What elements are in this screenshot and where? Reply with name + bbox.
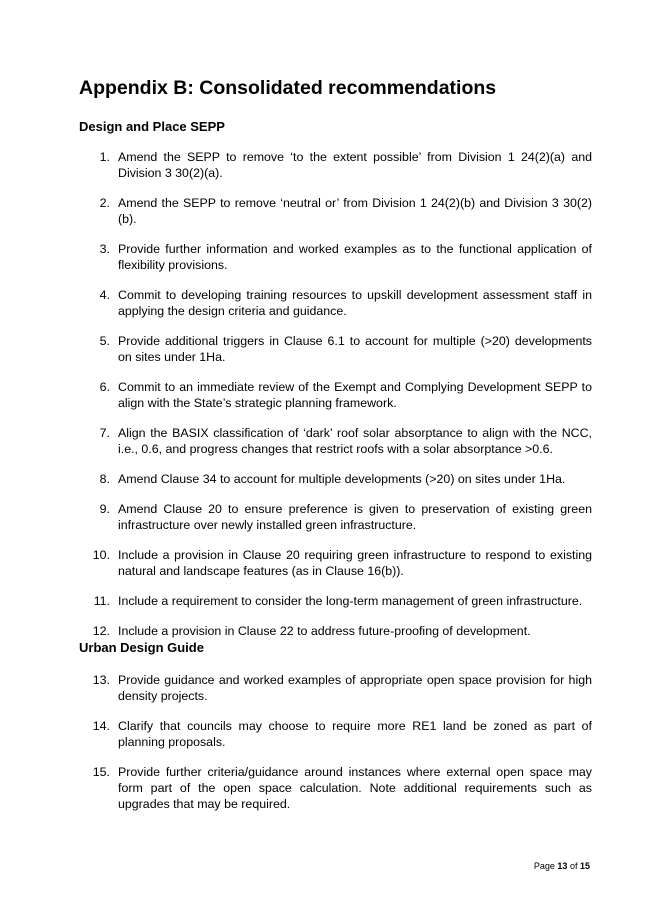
- total-pages: 15: [579, 861, 590, 871]
- item-number: 10.: [92, 548, 110, 562]
- item-text: Provide further criteria/guidance around instances where external open space may form part of the open space calculation. Note additional requirements such as upgrades that may be required.: [118, 765, 592, 811]
- item-text: Provide guidance and worked examples of appropriate open space provision for high density projects.: [118, 673, 592, 703]
- item-number: 7.: [99, 426, 110, 440]
- list-item: [79, 241, 592, 273]
- list-item: [79, 195, 592, 227]
- item-text: Amend Clause 20 to ensure preference is given to preservation of existing green infrastructure over newly installed green infrastructure.: [118, 502, 592, 532]
- item-number: 1.: [99, 150, 110, 164]
- item-number: 2.: [99, 196, 110, 210]
- list-item: [79, 718, 592, 750]
- item-number: 13.: [92, 673, 110, 687]
- item-text: Include a provision in Clause 22 to address future-proofing of development.: [118, 624, 531, 638]
- item-number: 4.: [99, 288, 110, 302]
- current-page: 13: [557, 861, 568, 871]
- item-text: Include a requirement to consider the long-term management of green infrastructure.: [118, 594, 583, 608]
- item-text: Commit to developing training resources to upskill development assessment staff in applying the design criteria and guidance.: [118, 288, 592, 318]
- list-item: [79, 379, 592, 411]
- of-label: of: [569, 861, 578, 871]
- item-text: Provide further information and worked examples as to the functional application of flexibility provisions.: [118, 242, 592, 272]
- item-text: Amend the SEPP to remove ‘neutral or’ from Division 1 24(2)(b) and Division 3 30(2)(b).: [118, 196, 592, 226]
- list-item: [79, 149, 592, 181]
- item-number: 11.: [93, 594, 110, 608]
- item-number: 6.: [99, 380, 110, 394]
- recommendations-list-sepp: [79, 149, 592, 653]
- page-label: Page: [533, 861, 555, 871]
- item-number: 14.: [92, 719, 110, 733]
- section-heading-design-place-sepp: Design and Place SEPP: [79, 119, 225, 134]
- item-text: Amend the SEPP to remove ‘to the extent possible’ from Division 1 24(2)(a) and Division 3 30(2)(a).: [118, 150, 592, 180]
- page-number-footer: [534, 861, 590, 871]
- item-text: Clarify that councils may choose to require more RE1 land be zoned as part of planning proposals.: [118, 719, 592, 749]
- item-number: 8.: [99, 472, 110, 486]
- recommendations-list-urban-design: [79, 672, 592, 826]
- list-item: [79, 333, 592, 365]
- section-heading-urban-design-guide: Urban Design Guide: [79, 640, 204, 655]
- list-item: [79, 764, 592, 812]
- item-number: 15.: [92, 765, 110, 779]
- item-text: Amend Clause 34 to account for multiple developments (>20) on sites under 1Ha.: [118, 472, 566, 486]
- item-number: 5.: [99, 334, 110, 348]
- list-item: [79, 425, 592, 457]
- item-text: Commit to an immediate review of the Exempt and Complying Development SEPP to align with the State’s strategic planning framework.: [118, 380, 592, 410]
- list-item: [79, 471, 592, 487]
- list-item: [79, 287, 592, 319]
- list-item: [79, 501, 592, 533]
- item-number: 3.: [99, 242, 110, 256]
- item-text: Provide additional triggers in Clause 6.1 to account for multiple (>20) developments on sites under 1Ha.: [118, 334, 592, 364]
- item-number: 9.: [99, 502, 110, 516]
- list-item: [79, 547, 592, 579]
- list-item: [79, 623, 592, 639]
- item-text: Align the BASIX classification of ‘dark’ roof solar absorptance to align with the NCC, i.e., 0.6, and progress changes that restrict roofs with a solar absorptance >0.6.: [118, 426, 592, 456]
- page-title: Appendix B: Consolidated recommendations: [79, 77, 497, 99]
- item-number: 12.: [92, 624, 110, 638]
- item-text: Include a provision in Clause 20 requiring green infrastructure to respond to existing natural and landscape features (as in Clause 16(b)).: [118, 548, 592, 578]
- list-item: [79, 593, 592, 609]
- list-item: [79, 672, 592, 704]
